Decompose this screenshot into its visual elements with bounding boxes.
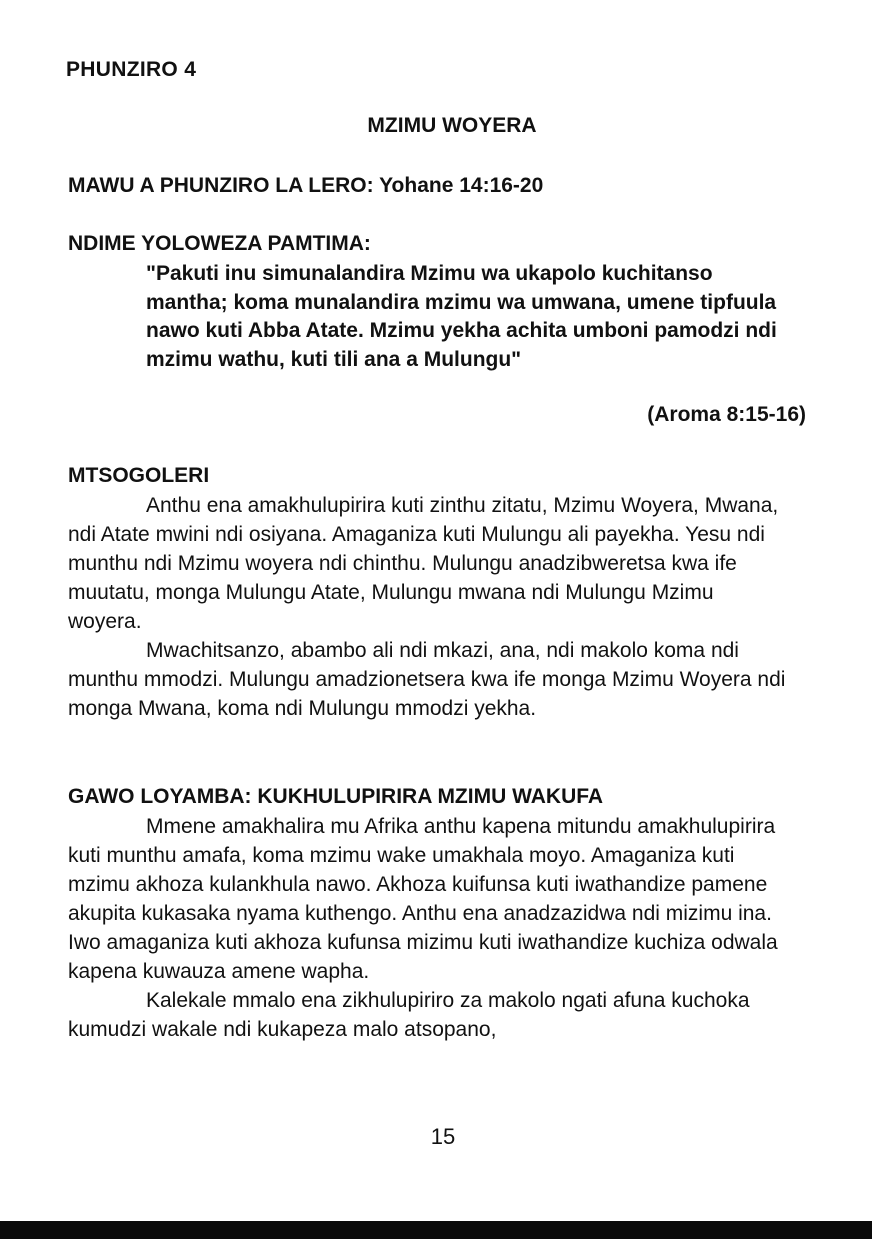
introduction-paragraph: Anthu ena amakhulupirira kuti zinthu zitatu, Mzimu Woyera, Mwana, ndi Atate mwini ndi osiyana. Amaganiza kuti Mulungu ali payekha. Yesu ndi munthu ndi Mzimu woyera ndi chinthu. Mulungu anadzibweretsa kwa ife muutatu, monga Mulungu Atate, Mulungu mwana ndi Mulungu Mzimu woyera. xyxy=(68,494,779,633)
introduction-paragraph: Mwachitsanzo, abambo ali ndi mkazi, ana, ndi makolo koma ndi munthu mmodzi. Mulungu amadzionetsera kwa ife monga Mzimu Woyera ndi monga Mwana, koma ndi Mulungu mmodzi yekha. xyxy=(68,639,786,720)
lesson-number: PHUNZIRO 4 xyxy=(66,58,197,81)
memory-verse-heading: NDIME YOLOWEZA PAMTIMA: xyxy=(68,232,371,255)
scan-edge-bar xyxy=(0,1221,872,1239)
part-one-body xyxy=(68,812,792,1044)
introduction-body xyxy=(68,491,792,723)
part-one-paragraph: Kalekale mmalo ena zikhulupiriro za makolo ngati afuna kuchoka kumudzi wakale ndi kukapeza malo atsopano, xyxy=(68,989,750,1041)
part-one-paragraph: Mmene amakhalira mu Afrika anthu kapena mitundu amakhulupirira kuti munthu amafa, koma mzimu wake umakhala moyo. Amaganiza kuti mzimu akhoza kulankhula nawo. Akhoza kuifunsa kuti iwathandize pamene akupita kukasaka nyama kuthengo. Anthu ena anadzazidwa ndi mizimu ina. Iwo amaganiza kuti akhoza kufunsa mizimu kuti iwathandize kuchiza odwala kapena kuwauza amene wapha. xyxy=(68,815,778,983)
memory-verse-reference: (Aroma 8:15-16) xyxy=(647,403,806,426)
memory-verse-text: "Pakuti inu simunalandira Mzimu wa ukapolo kuchitanso mantha; koma munalandira mzimu wa umwana, umene tipfuula nawo kuti Abba Atate. Mzimu yekha achita umboni pamodzi ndi mzimu wathu, kuti tili ana a Mulungu" xyxy=(146,262,777,371)
page-title: MZIMU WOYERA xyxy=(367,114,537,137)
introduction-heading: MTSOGOLERI xyxy=(68,464,210,487)
page-number: 15 xyxy=(430,1124,456,1149)
lesson-reading: MAWU A PHUNZIRO LA LERO: Yohane 14:16-20 xyxy=(68,174,544,197)
part-one-heading: GAWO LOYAMBA: KUKHULUPIRIRA MZIMU WAKUFA xyxy=(68,785,604,808)
